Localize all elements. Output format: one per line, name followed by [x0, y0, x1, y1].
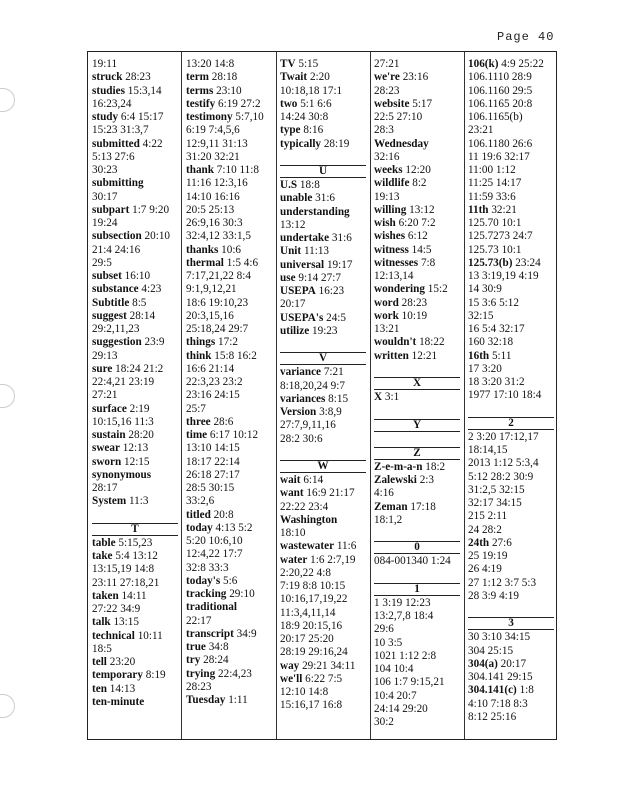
index-entry: 30:23: [92, 164, 118, 176]
index-entry: [374, 569, 460, 582]
index-entry: 7:19 8:8 10:15: [280, 580, 346, 592]
index-column-4: [374, 58, 460, 729]
index-entry: 125.73 10:1: [468, 243, 522, 256]
index-entry: 26 4:19: [468, 563, 502, 576]
index-entry: 15:16,17 16:8: [280, 699, 343, 712]
index-entry: 18:6 19:10,23: [186, 296, 249, 309]
index-entry: trying 22:4,23: [186, 667, 252, 680]
index-entry: 12:13,14: [374, 270, 414, 282]
index-entry: word 28:23: [374, 296, 428, 309]
index-entry: 18:14,15: [468, 444, 508, 456]
index-entry: 30:17: [92, 190, 118, 203]
index-entry: 11 19:6 32:17: [468, 150, 530, 163]
index-entry: 23:16 24:15: [186, 389, 240, 402]
index-entry: 28 3:9 4:19: [468, 589, 519, 602]
index-entry: unable 31:6: [280, 192, 336, 205]
index-entry: wouldn't 18:22: [374, 336, 445, 349]
index-entry: sure 18:24 21:2: [92, 362, 164, 375]
index-entry: 084-001340 1:24: [374, 555, 451, 568]
index-entry: subpart 1:7 9:20: [92, 203, 170, 216]
index-entry: 16:6 21:14: [186, 362, 235, 375]
index-entry: 30:2: [374, 716, 394, 728]
index-entry: 29:5: [92, 256, 112, 269]
index-entry: 18:1,2: [374, 513, 403, 526]
index-entry: 1 3:19 12:23: [374, 596, 431, 609]
letter-section-header: V: [280, 352, 366, 365]
column-divider: [370, 52, 371, 739]
index-entry: 304 25:15: [468, 644, 514, 657]
index-entry: 106.1165(b): [468, 111, 523, 123]
index-entry: 26:9,16 30:3: [186, 217, 243, 229]
index-entry: 10:4 20:7: [374, 689, 417, 702]
index-entry: 23:11 27:18,21: [92, 576, 160, 589]
index-entry: variances 8:15: [280, 392, 349, 405]
binder-hole-top: [0, 88, 15, 112]
index-entry: 20:5 25:13: [186, 203, 235, 216]
index-entry: 11:59 33:6: [468, 190, 516, 203]
index-entry: 4:10 7:18 8:3: [468, 697, 528, 710]
index-entry: way 29:21 34:11: [280, 659, 356, 672]
index-entry: 19:24: [92, 217, 118, 229]
index-entry: understanding: [280, 205, 350, 218]
index-entry: typically 28:19: [280, 137, 350, 150]
letter-section-header: 1: [374, 583, 460, 596]
index-entry: work 10:19: [374, 309, 428, 322]
index-entry: 22:4,21 23:19: [92, 376, 155, 388]
index-entry: 12:4,22 17:7: [186, 548, 243, 561]
index-entry: [374, 527, 460, 540]
letter-section-header: Z: [374, 447, 460, 460]
index-entry: 32:4,12 33:1,5: [186, 230, 251, 243]
index-entry: titled 20:8: [186, 508, 234, 521]
index-entry: weeks 12:20: [374, 164, 431, 176]
index-entry: 5:20 10:6,10: [186, 535, 243, 547]
index-entry: thermal 1:5 4:6: [186, 256, 259, 269]
index-entry: universal 19:17: [280, 258, 353, 271]
index-entry: 9:1,9,12,21: [186, 283, 237, 296]
index-entry: 18 3:20 31:2: [468, 376, 525, 388]
index-entry: tracking 29:10: [186, 588, 255, 600]
index-entry: submitting: [92, 177, 144, 190]
index-entry: 27 1:12 3:7 5:3: [468, 576, 537, 589]
index-entry: 13:15,19 14:8: [92, 563, 155, 576]
index-entry: 22:17: [186, 614, 212, 627]
index-entry: X 3:1: [374, 391, 400, 403]
index-entry: technical 10:11: [92, 629, 163, 642]
index-entry: thank 7:10 11:8: [186, 164, 259, 176]
index-entry: 1977 17:10 18:4: [468, 389, 542, 402]
index-entry: wishes 6:12: [374, 230, 428, 243]
index-entry: [280, 338, 366, 351]
index-entry: [468, 403, 554, 416]
index-entry: 215 2:11: [468, 510, 508, 523]
index-entry: 28:17: [92, 482, 118, 494]
index-entry: [280, 151, 366, 164]
index-entry: 25:18,24 29:7: [186, 323, 249, 335]
index-entry: 27:7,9,11,16: [280, 419, 336, 432]
index-entry: 5:12 28:2 30:9: [468, 470, 534, 483]
index-entry: 22:5 27:10: [374, 111, 423, 123]
index-entry: witness 14:5: [374, 243, 432, 256]
index-entry: 16th 5:11: [468, 349, 512, 362]
index-entry: [374, 404, 460, 417]
index-entry: taken 14:11: [92, 589, 147, 602]
index-entry: 106(k) 4:9 25:22: [468, 58, 544, 70]
index-entry: 20:17 25:20: [280, 633, 334, 645]
index-entry: talk 13:15: [92, 616, 139, 629]
index-entry: 106.1180 26:6: [468, 137, 533, 150]
index-entry: 24:14 29:20: [374, 702, 428, 715]
index-entry: traditional: [186, 601, 237, 614]
letter-section-header: X: [374, 377, 460, 390]
index-entry: 13 3:19,19 4:19: [468, 270, 539, 282]
index-entry: studies 15:3,14: [92, 84, 162, 97]
index-entry: 13:2,7,8 18:4: [374, 610, 434, 622]
index-entry: 20:17: [280, 298, 306, 311]
index-entry: 27:22 34:9: [92, 603, 141, 615]
index-entry: 22:3,23 23:2: [186, 376, 243, 388]
index-entry: subset 16:10: [92, 270, 151, 282]
index-entry: 106.1160 29:5: [468, 84, 533, 97]
index-entry: 10:18,18 17:1: [280, 84, 343, 97]
index-entry: 23:21: [468, 124, 494, 137]
index-entry: 18:17 22:14: [186, 455, 240, 468]
index-entry: Version 3:8,9: [280, 406, 342, 418]
index-entry: we're 23:16: [374, 71, 429, 84]
index-entry: testimony 5:7,10: [186, 111, 264, 123]
index-entry: variance 7:21: [280, 366, 344, 379]
index-entry: type 8:16: [280, 124, 324, 137]
index-entry: 15:23 31:3,7: [92, 124, 149, 137]
index-entry: study 6:4 15:17: [92, 111, 164, 123]
index-entry: ten 14:13: [92, 682, 136, 695]
index-entry: Twait 2:20: [280, 71, 330, 84]
index-entry: 7:17,21,22 8:4: [186, 270, 251, 282]
index-entry: 25:7: [186, 402, 206, 415]
index-entry: 33:2,6: [186, 495, 215, 508]
index-entry: 106.1110 28:9: [468, 71, 532, 84]
index-entry: 11th 32:21: [468, 203, 517, 216]
index-entry: USEPA 16:23: [280, 285, 345, 297]
index-entry: 13:21: [374, 323, 400, 335]
index-entry: 160 32:18: [468, 336, 514, 349]
index-entry: water 1:6 2:7,19: [280, 553, 356, 566]
index-entry: website 5:17: [374, 97, 433, 110]
index-entry: table 5:15,23: [92, 536, 153, 549]
index-entry: Zeman 17:18: [374, 500, 436, 513]
index-entry: 32:15: [468, 309, 494, 322]
index-entry: ten-minute: [92, 695, 145, 708]
index-entry: 11:3,4,11,14: [280, 606, 336, 619]
index-entry: try 28:24: [186, 654, 229, 667]
index-entry: 106.1165 20:8: [468, 97, 533, 110]
index-entry: 22:22 23:4: [280, 500, 329, 513]
index-entry: 32:16: [374, 150, 400, 163]
column-divider: [464, 52, 465, 739]
letter-section-header: 0: [374, 541, 460, 554]
index-entry: want 16:9 21:17: [280, 487, 355, 500]
index-entry: witnesses 7:8: [374, 256, 436, 269]
index-entry: think 15:8 16:2: [186, 349, 257, 362]
index-entry: wastewater 11:6: [280, 540, 357, 553]
index-entry: 16 5:4 32:17: [468, 323, 525, 335]
index-entry: submitted 4:22: [92, 137, 163, 150]
index-entry: 24 28:2: [468, 523, 502, 536]
index-entry: suggestion 23:9: [92, 336, 165, 349]
index-entry: 2 3:20 17:12,17: [468, 430, 539, 443]
letter-section-header: U: [280, 165, 366, 178]
index-entry: we'll 6:22 7:5: [280, 672, 343, 685]
index-entry: substance 4:23: [92, 283, 162, 296]
column-divider: [181, 52, 182, 739]
index-entry: 14:24 30:8: [280, 111, 329, 123]
index-entry: 125.70 10:1: [468, 217, 522, 229]
index-entry: today 4:13 5:2: [186, 521, 253, 534]
index-entry: 28:23: [374, 84, 400, 97]
index-column-1: [92, 58, 178, 709]
index-column-2: [186, 58, 272, 707]
index-entry: utilize 19:23: [280, 324, 338, 337]
index-entry: 13:12: [280, 218, 306, 231]
letter-section-header: T: [92, 523, 178, 536]
index-entry: written 12:21: [374, 349, 438, 362]
index-entry: 13:10 14:15: [186, 442, 240, 455]
index-entry: 28:19 29:16,24: [280, 646, 348, 659]
index-entry: 21:4 24:16: [92, 243, 141, 256]
index-entry: time 6:17 10:12: [186, 429, 259, 441]
index-entry: true 34:8: [186, 641, 229, 653]
index-entry: 304.141(c) 1:8: [468, 684, 534, 697]
index-entry: testify 6:19 27:2: [186, 97, 261, 110]
index-entry: wait 6:14: [280, 474, 324, 486]
index-entry: [468, 603, 554, 616]
index-entry: 27:21: [374, 58, 400, 70]
index-entry: 12:10 14:8: [280, 686, 329, 698]
index-entry: [280, 446, 366, 459]
index-frame: [87, 51, 557, 740]
index-entry: thanks 10:6: [186, 243, 242, 256]
index-entry: 29:2,11,23: [92, 323, 140, 335]
index-entry: 104 10:4: [374, 663, 414, 675]
index-entry: [92, 509, 178, 522]
column-divider: [276, 52, 277, 739]
index-entry: today's 5:6: [186, 574, 238, 587]
index-entry: 10:16,17,19,22: [280, 593, 348, 606]
letter-section-header: Y: [374, 419, 460, 432]
index-entry: 18:9 20:15,16: [280, 619, 343, 632]
index-entry: undertake 31:6: [280, 232, 352, 244]
index-column-3: [280, 58, 366, 713]
index-entry: sworn 12:15: [92, 455, 150, 468]
index-entry: 125.73(b) 23:24: [468, 256, 541, 269]
index-entry: 1021 1:12 2:8: [374, 649, 437, 662]
index-entry: two 5:1 6:6: [280, 97, 332, 110]
index-entry: 2:20,22 4:8: [280, 566, 331, 579]
index-entry: 32:8 33:3: [186, 561, 229, 574]
index-entry: 30 3:10 34:15: [468, 631, 531, 644]
index-entry: 10:15,16 11:3: [92, 415, 154, 428]
index-entry: 17 3:20: [468, 362, 502, 375]
index-entry: [374, 433, 460, 446]
index-entry: 8:18,20,24 9:7: [280, 379, 345, 392]
index-entry: 32:17 34:15: [468, 497, 522, 509]
index-column-5: [468, 58, 554, 724]
index-entry: 11:16 12:3,16: [186, 177, 248, 190]
index-entry: Zalewski 2:3: [374, 474, 434, 486]
index-entry: 18:5: [92, 642, 112, 655]
index-entry: 304(a) 20:17: [468, 657, 527, 670]
index-entry: subsection 20:10: [92, 230, 171, 243]
index-entry: use 9:14 27:7: [280, 271, 341, 284]
index-entry: Washington: [280, 513, 338, 526]
index-entry: take 5:4 13:12: [92, 550, 158, 562]
index-entry: 31:2,5 32:15: [468, 483, 525, 496]
index-entry: 5:13 27:6: [92, 150, 135, 163]
index-entry: 2013 1:12 5:3,4: [468, 457, 539, 470]
index-entry: 11:00 1:12: [468, 164, 516, 176]
index-entry: synonymous: [92, 468, 152, 481]
index-entry: struck 28:23: [92, 71, 151, 84]
page-number: Page 40: [497, 30, 555, 44]
index-entry: 31:20 32:21: [186, 150, 240, 163]
index-entry: 19:11: [92, 58, 118, 70]
index-entry: 18:10: [280, 527, 306, 539]
index-entry: 106 1:7 9:15,21: [374, 676, 445, 689]
index-entry: 25 19:19: [468, 550, 508, 562]
index-entry: Subtitle 8:5: [92, 296, 147, 309]
index-entry: 11:25 14:17: [468, 177, 522, 190]
index-entry: 28:23: [186, 680, 212, 693]
index-entry: [374, 363, 460, 376]
index-entry: 125.7273 24:7: [468, 230, 533, 243]
letter-section-header: 2: [468, 417, 554, 430]
index-entry: terms 23:10: [186, 84, 242, 97]
binder-hole-middle: [0, 384, 15, 408]
index-entry: Unit 11:13: [280, 245, 330, 258]
index-entry: 14 30:9: [468, 283, 502, 296]
index-entry: Z-e-m-a-n 18:2: [374, 460, 446, 473]
index-entry: 6:19 7:4,5,6: [186, 124, 240, 137]
binder-hole-bottom: [0, 694, 15, 718]
index-entry: tell 23:20: [92, 656, 136, 668]
index-entry: 29:13: [92, 349, 118, 362]
letter-section-header: 3: [468, 617, 554, 630]
index-entry: suggest 28:14: [92, 309, 156, 322]
index-entry: sustain 28:20: [92, 429, 154, 441]
index-entry: 19:13: [374, 190, 400, 203]
index-entry: 10 3:5: [374, 636, 403, 649]
index-entry: 12:9,11 31:13: [186, 137, 248, 150]
index-entry: USEPA's 24:5: [280, 311, 346, 324]
index-entry: Tuesday 1:11: [186, 694, 248, 706]
index-entry: 27:21: [92, 389, 118, 402]
index-entry: temporary 8:19: [92, 669, 166, 682]
index-entry: things 17:2: [186, 336, 238, 349]
index-entry: three 28:6: [186, 415, 234, 428]
index-entry: 20:3,15,16: [186, 309, 234, 322]
index-entry: transcript 34:9: [186, 627, 257, 640]
index-entry: swear 12:13: [92, 442, 149, 455]
index-entry: willing 13:12: [374, 203, 435, 216]
index-entry: 4:16: [374, 487, 394, 500]
index-entry: wildlife 8:2: [374, 177, 427, 190]
index-entry: 304.141 29:15: [468, 671, 533, 683]
index-entry: 29:6: [374, 623, 394, 636]
index-entry: 8:12 25:16: [468, 710, 517, 723]
index-entry: wish 6:20 7:2: [374, 217, 436, 229]
index-entry: 28:3: [374, 124, 394, 137]
index-entry: TV 5:15: [280, 58, 319, 70]
index-entry: 15 3:6 5:12: [468, 296, 519, 309]
index-entry: 28:2 30:6: [280, 432, 323, 445]
index-entry: wondering 15:2: [374, 283, 448, 296]
index-entry: U.S 18:8: [280, 179, 320, 191]
index-entry: 28:5 30:15: [186, 482, 235, 494]
index-entry: 14:10 16:16: [186, 190, 240, 203]
index-entry: Wednesday: [374, 137, 429, 150]
index-entry: System 11:3: [92, 495, 149, 508]
index-entry: 24th 27:6: [468, 536, 512, 549]
index-entry: surface 2:19: [92, 402, 150, 415]
index-entry: 16:23,24: [92, 97, 132, 110]
index-entry: 13:20 14:8: [186, 58, 235, 70]
index-entry: term 28:18: [186, 71, 238, 84]
index-entry: 26:18 27:17: [186, 468, 240, 481]
letter-section-header: W: [280, 460, 366, 473]
